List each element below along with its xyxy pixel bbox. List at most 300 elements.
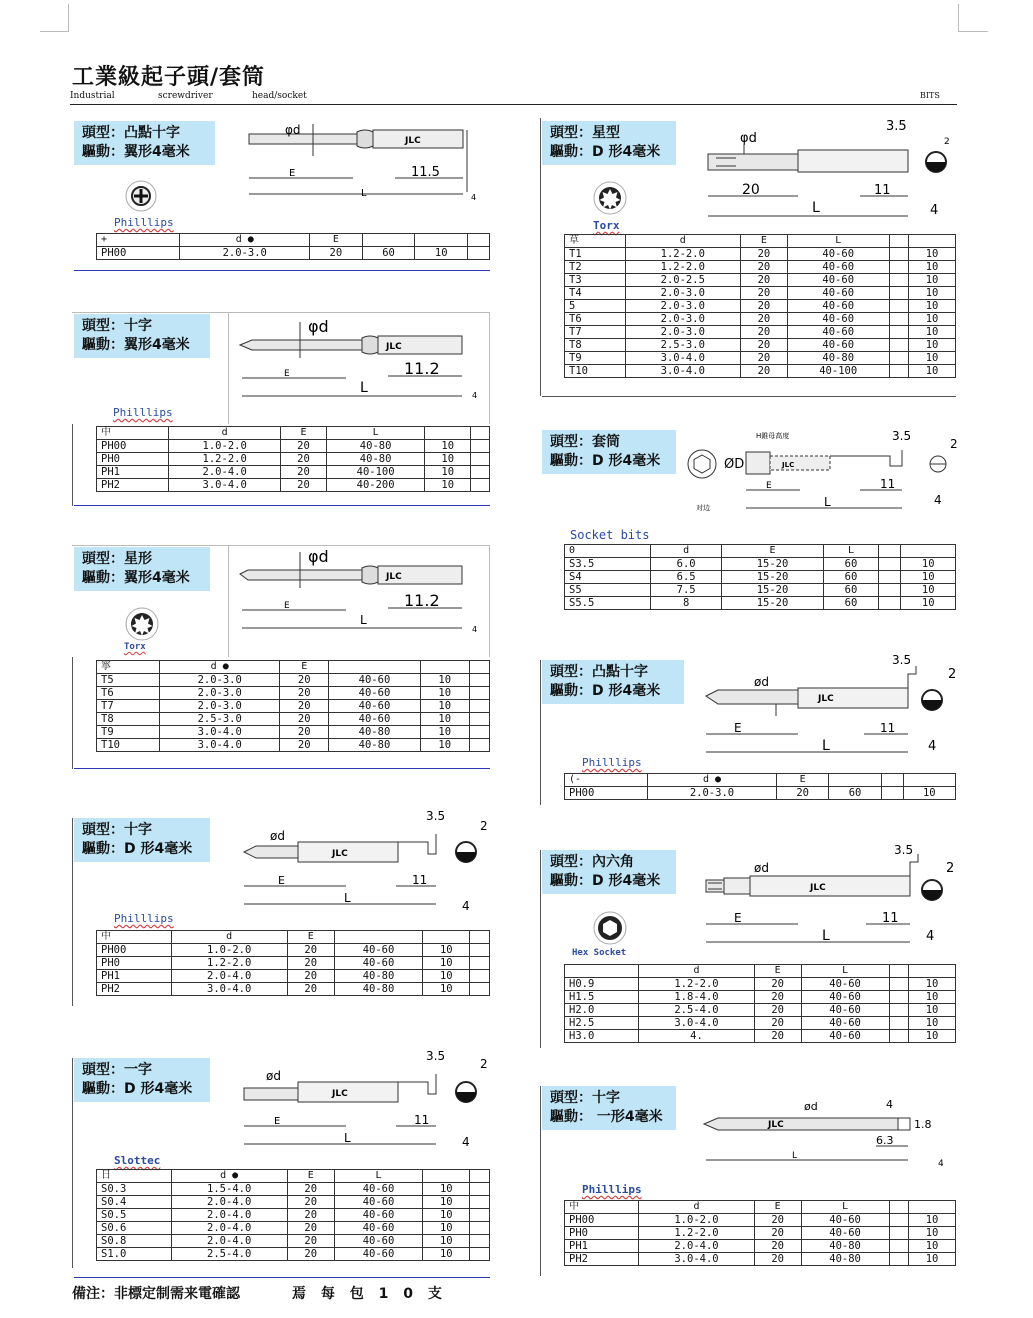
table-cell: 10 xyxy=(901,571,956,584)
table-cell: 20 xyxy=(280,687,329,700)
svg-text:E: E xyxy=(284,369,290,379)
svg-text:JLC: JLC xyxy=(768,1120,784,1130)
table-cell: 2.0-3.0 xyxy=(160,674,280,687)
table-cell: PH00 xyxy=(97,944,172,957)
table-cell: E xyxy=(721,545,823,558)
table-cell: 40-60 xyxy=(801,1227,889,1240)
section-label-s8: 頭型：凸點十字 驅動：D 形4毫米 xyxy=(542,660,684,704)
svg-text:φd: φd xyxy=(740,131,757,146)
table-cell: 20 xyxy=(287,1183,334,1196)
svg-text:4: 4 xyxy=(886,1098,893,1111)
bit-drawing-s8 xyxy=(700,650,960,758)
svg-text:JLC: JLC xyxy=(810,883,826,893)
table-cell xyxy=(362,234,415,247)
table-cell: 40-60 xyxy=(787,274,889,287)
table-cell: T8 xyxy=(97,713,160,726)
table-cell xyxy=(334,931,422,944)
table-cell xyxy=(889,1227,908,1240)
spec-table-s8 xyxy=(564,773,956,800)
svg-text:ød: ød xyxy=(270,829,285,843)
table-cell: 3.0-4.0 xyxy=(160,739,280,752)
table-cell: 3.0-4.0 xyxy=(169,479,281,492)
table-cell: 10 xyxy=(423,983,470,996)
table-cell: 40-60 xyxy=(334,1196,422,1209)
table-cell xyxy=(901,545,956,558)
table-cell: 10 xyxy=(425,453,471,466)
section-frame xyxy=(489,545,490,657)
table-row xyxy=(97,739,490,752)
section-label-s1: 頭型：凸點十字 驅動：翼形4毫米 xyxy=(74,121,215,165)
svg-text:3.5: 3.5 xyxy=(426,1049,446,1063)
crop-mark xyxy=(68,4,69,32)
table-cell: 1.0-2.0 xyxy=(171,944,287,957)
table-cell: H3.0 xyxy=(565,1030,639,1043)
table-cell: S0.4 xyxy=(97,1196,172,1209)
table-row xyxy=(97,674,490,687)
table-cell: 中 xyxy=(97,427,169,440)
svg-text:对边: 对边 xyxy=(696,504,710,512)
svg-text:ØD: ØD xyxy=(724,457,745,472)
table-cell xyxy=(909,1201,956,1214)
table-cell: 20 xyxy=(754,978,801,991)
table-cell: 1.0-2.0 xyxy=(639,1214,754,1227)
table-header-row xyxy=(565,235,956,248)
table-cell: 10 xyxy=(909,1240,956,1253)
table-cell xyxy=(889,991,908,1004)
spec-table-s6 xyxy=(564,234,956,378)
table-cell: T7 xyxy=(97,700,160,713)
table-cell: 2.0-3.0 xyxy=(625,287,740,300)
svg-text:JLC: JLC xyxy=(386,572,402,582)
table-cell: PH0 xyxy=(97,453,169,466)
table-row xyxy=(565,991,956,1004)
table-cell: 10 xyxy=(423,1222,470,1235)
table-cell: 40-60 xyxy=(329,674,421,687)
table-cell: 40-60 xyxy=(787,313,889,326)
table-cell: 20 xyxy=(287,983,334,996)
table-cell: 4. xyxy=(639,1030,754,1043)
hex-socket-icon xyxy=(592,910,628,946)
table-row xyxy=(97,1196,490,1209)
table-cell: 2.0-4.0 xyxy=(639,1240,754,1253)
table-cell: 15-20 xyxy=(721,558,823,571)
section-rule xyxy=(74,270,490,271)
svg-text:4: 4 xyxy=(462,899,470,913)
table-cell: 2.0-4.0 xyxy=(171,1222,287,1235)
table-row xyxy=(565,787,956,800)
section-frame xyxy=(540,660,541,805)
table-cell: 3.0-4.0 xyxy=(171,983,287,996)
table-row xyxy=(97,944,490,957)
table-cell: 20 xyxy=(287,1248,334,1261)
table-row xyxy=(565,1017,956,1030)
table-cell: 40-60 xyxy=(334,1209,422,1222)
svg-text:3.5: 3.5 xyxy=(426,809,446,823)
table-cell: 10 xyxy=(903,787,955,800)
table-cell: 20 xyxy=(280,700,329,713)
table-cell: 40-80 xyxy=(329,739,421,752)
table-cell: 60 xyxy=(824,571,879,584)
table-cell: 10 xyxy=(909,274,956,287)
table-header-row xyxy=(565,1201,956,1214)
table-cell: 40-80 xyxy=(801,1240,889,1253)
table-cell xyxy=(889,1214,908,1227)
section-frame xyxy=(72,312,490,313)
table-cell: S1.0 xyxy=(97,1248,172,1261)
table-cell: d ● xyxy=(171,1170,287,1183)
table-cell: PH2 xyxy=(565,1253,639,1266)
table-cell xyxy=(420,661,469,674)
table-cell: 6.0 xyxy=(651,558,721,571)
table-cell: 20 xyxy=(740,274,787,287)
table-cell xyxy=(469,687,489,700)
svg-text:3.5: 3.5 xyxy=(892,429,912,443)
table-cell: 20 xyxy=(281,453,327,466)
table-cell: S5.5 xyxy=(565,597,651,610)
table-cell: S0.3 xyxy=(97,1183,172,1196)
section-caption-s9: Hex Socket xyxy=(572,948,627,958)
table-row xyxy=(97,247,490,260)
table-row xyxy=(565,261,956,274)
table-cell: T5 xyxy=(97,674,160,687)
section-rule xyxy=(74,505,490,506)
table-cell: 10 xyxy=(909,1227,956,1240)
table-cell: 10 xyxy=(423,944,470,957)
header-rule xyxy=(70,104,957,105)
table-cell: 10 xyxy=(909,300,956,313)
svg-text:L: L xyxy=(822,738,830,754)
table-row xyxy=(97,726,490,739)
table-cell: 20 xyxy=(287,970,334,983)
table-row xyxy=(97,440,490,453)
table-cell xyxy=(889,235,908,248)
table-cell: 10 xyxy=(420,687,469,700)
table-cell: 40-100 xyxy=(326,466,425,479)
bit-drawing-s5 xyxy=(236,1046,491,1156)
table-cell xyxy=(889,352,908,365)
table-cell: 20 xyxy=(740,261,787,274)
svg-text:L: L xyxy=(344,1131,351,1145)
footer-pack: 焉 每 包 1 0 支 xyxy=(292,1286,447,1302)
table-row xyxy=(565,978,956,991)
section-frame xyxy=(228,312,229,424)
table-cell: E xyxy=(754,965,801,978)
table-cell xyxy=(469,739,489,752)
table-cell: 20 xyxy=(280,739,329,752)
table-cell: E xyxy=(310,234,363,247)
table-cell: T3 xyxy=(565,274,626,287)
bit-drawing-s3 xyxy=(236,548,481,640)
table-cell: 10 xyxy=(423,1183,470,1196)
svg-text:E: E xyxy=(284,601,290,611)
table-cell: 10 xyxy=(420,726,469,739)
footer-note: 備注：非標定制需来電確認 xyxy=(72,1286,240,1302)
table-cell: 2.0-4.0 xyxy=(171,1196,287,1209)
table-cell: 40-60 xyxy=(334,957,422,970)
table-cell: 1.8-4.0 xyxy=(639,991,754,1004)
section-rule xyxy=(74,1277,490,1278)
table-cell xyxy=(881,787,903,800)
table-cell: S0.5 xyxy=(97,1209,172,1222)
table-row xyxy=(565,352,956,365)
table-cell xyxy=(468,234,490,247)
table-cell: 20 xyxy=(740,248,787,261)
table-cell: E xyxy=(281,427,327,440)
table-cell: 20 xyxy=(280,713,329,726)
table-cell xyxy=(889,965,908,978)
table-cell: H1.5 xyxy=(565,991,639,1004)
table-cell xyxy=(425,427,471,440)
table-cell: S0.8 xyxy=(97,1235,172,1248)
section-label-s2: 頭型：十字 驅動：翼形4毫米 xyxy=(74,314,210,358)
table-cell: 10 xyxy=(425,440,471,453)
table-cell: 10 xyxy=(909,1214,956,1227)
table-row xyxy=(565,287,956,300)
table-row xyxy=(97,687,490,700)
table-cell: 3.0-4.0 xyxy=(625,365,740,378)
table-cell: 20 xyxy=(740,287,787,300)
bit-drawing-s6 xyxy=(700,114,955,222)
table-cell: 20 xyxy=(754,1227,801,1240)
section-frame xyxy=(228,545,229,657)
table-cell: d xyxy=(639,965,754,978)
spec-table-s4 xyxy=(96,930,490,996)
svg-text:2: 2 xyxy=(480,1057,488,1071)
section-frame xyxy=(72,424,73,506)
table-cell: 40-60 xyxy=(329,700,421,713)
table-cell: 寧 xyxy=(97,661,160,674)
table-cell xyxy=(889,248,908,261)
svg-text:11.2: 11.2 xyxy=(404,591,440,610)
page-title: 工業級起子頭/套筒 xyxy=(72,65,266,90)
svg-text:2: 2 xyxy=(944,137,950,147)
table-cell: 20 xyxy=(754,991,801,1004)
table-row xyxy=(565,339,956,352)
table-cell: 40-60 xyxy=(334,1248,422,1261)
section-caption-s4: Philllips xyxy=(114,912,174,925)
table-cell: 1.2-2.0 xyxy=(639,978,754,991)
table-cell xyxy=(878,545,901,558)
table-cell: 2.5-3.0 xyxy=(625,339,740,352)
table-cell: H0.9 xyxy=(565,978,639,991)
spec-table-s9 xyxy=(564,964,956,1043)
table-cell xyxy=(909,235,956,248)
table-cell: PH00 xyxy=(97,247,180,260)
svg-text:4: 4 xyxy=(472,625,478,634)
table-cell: d ● xyxy=(648,774,777,787)
subtitle-industrial: Industrial xyxy=(70,91,115,101)
table-cell: 20 xyxy=(281,466,327,479)
table-row xyxy=(565,326,956,339)
table-cell: 15-20 xyxy=(721,584,823,597)
table-cell: 10 xyxy=(420,739,469,752)
table-cell: T6 xyxy=(97,687,160,700)
table-cell: 20 xyxy=(740,352,787,365)
table-cell: 40-60 xyxy=(329,713,421,726)
table-row xyxy=(97,479,490,492)
table-cell xyxy=(889,261,908,274)
svg-text:L: L xyxy=(822,928,830,944)
table-cell: 5 xyxy=(565,300,626,313)
table-cell: 40-60 xyxy=(787,261,889,274)
svg-text:3.5: 3.5 xyxy=(886,119,907,134)
table-header-row xyxy=(97,1170,490,1183)
section-frame xyxy=(540,118,541,396)
section-caption-s1: Philllips xyxy=(114,216,174,229)
svg-text:11.2: 11.2 xyxy=(404,359,440,378)
svg-text:ød: ød xyxy=(754,861,769,875)
table-cell: 1.5-4.0 xyxy=(171,1183,287,1196)
table-cell: T2 xyxy=(565,261,626,274)
table-cell: 3.0-4.0 xyxy=(160,726,280,739)
spec-table-s2 xyxy=(96,426,490,492)
table-cell: 1.2-2.0 xyxy=(171,957,287,970)
table-cell xyxy=(889,339,908,352)
table-cell: 20 xyxy=(281,479,327,492)
table-cell xyxy=(470,957,490,970)
table-cell: 10 xyxy=(909,1030,956,1043)
table-row xyxy=(565,1030,956,1043)
svg-text:4: 4 xyxy=(934,493,942,507)
table-cell: 10 xyxy=(909,326,956,339)
table-cell: 40-60 xyxy=(801,1030,889,1043)
section-caption-s6: Torx xyxy=(593,219,620,232)
table-cell: PH00 xyxy=(97,440,169,453)
table-cell: 20 xyxy=(754,1030,801,1043)
table-cell: 20 xyxy=(740,365,787,378)
table-cell: 20 xyxy=(754,1240,801,1253)
svg-text:4: 4 xyxy=(472,391,478,400)
table-cell: 2.0-3.0 xyxy=(648,787,777,800)
table-cell xyxy=(889,287,908,300)
table-cell xyxy=(889,326,908,339)
table-cell: 7.5 xyxy=(651,584,721,597)
table-cell xyxy=(878,597,901,610)
svg-text:11: 11 xyxy=(882,911,899,926)
table-cell: PH2 xyxy=(97,479,169,492)
table-cell xyxy=(469,713,489,726)
table-cell: 40-60 xyxy=(787,326,889,339)
table-cell: 40-100 xyxy=(787,365,889,378)
table-cell: d xyxy=(171,931,287,944)
table-row xyxy=(565,1253,956,1266)
table-cell: E xyxy=(740,235,787,248)
section-label-s9: 頭型：內六角 驅動：D 形4毫米 xyxy=(542,850,676,894)
table-cell: L xyxy=(801,965,889,978)
table-row xyxy=(97,1248,490,1261)
svg-text:JLC: JLC xyxy=(818,694,834,704)
table-cell: 40-60 xyxy=(334,1222,422,1235)
table-cell: 2.5-4.0 xyxy=(639,1004,754,1017)
table-cell: 10 xyxy=(423,1196,470,1209)
svg-text:11.5: 11.5 xyxy=(411,165,440,180)
table-row xyxy=(565,313,956,326)
table-cell xyxy=(469,661,489,674)
table-cell: 20 xyxy=(754,1253,801,1266)
section-frame xyxy=(72,545,490,546)
table-cell: 40-60 xyxy=(801,1017,889,1030)
svg-text:H錐母高度: H錐母高度 xyxy=(756,432,790,440)
table-cell: 20 xyxy=(280,726,329,739)
table-cell: L xyxy=(787,235,889,248)
svg-text:4: 4 xyxy=(928,739,937,754)
svg-text:4: 4 xyxy=(926,929,935,944)
table-cell: d xyxy=(639,1201,754,1214)
svg-text:L: L xyxy=(360,613,367,627)
svg-text:11: 11 xyxy=(412,873,428,887)
table-cell xyxy=(889,1201,908,1214)
table-cell: 2.5-3.0 xyxy=(160,713,280,726)
table-cell: T10 xyxy=(565,365,626,378)
table-cell xyxy=(471,466,490,479)
bit-drawing-s7 xyxy=(680,428,960,516)
table-cell: d xyxy=(169,427,281,440)
table-cell: 3.0-4.0 xyxy=(639,1017,754,1030)
table-cell: E xyxy=(280,661,329,674)
table-cell: PH1 xyxy=(97,466,169,479)
section-frame xyxy=(72,818,73,1006)
table-cell xyxy=(889,365,908,378)
table-cell xyxy=(470,1183,490,1196)
table-row xyxy=(565,1240,956,1253)
table-row xyxy=(565,558,956,571)
table-cell: 10 xyxy=(909,1004,956,1017)
table-row xyxy=(97,983,490,996)
table-cell: 10 xyxy=(909,365,956,378)
crop-mark xyxy=(40,31,68,32)
table-row xyxy=(565,597,956,610)
table-cell xyxy=(471,427,490,440)
table-cell xyxy=(469,700,489,713)
table-cell: 20 xyxy=(287,1196,334,1209)
table-cell: 2.0-4.0 xyxy=(171,1209,287,1222)
svg-text:4: 4 xyxy=(462,1135,470,1149)
table-cell xyxy=(878,571,901,584)
table-cell: 40-60 xyxy=(334,944,422,957)
table-cell: 10 xyxy=(420,700,469,713)
phillips-icon xyxy=(124,179,158,213)
table-cell: E xyxy=(776,774,828,787)
svg-text:E: E xyxy=(289,168,296,179)
table-row xyxy=(565,1227,956,1240)
svg-text:JLC: JLC xyxy=(332,849,348,859)
svg-text:11: 11 xyxy=(874,183,891,198)
table-cell: 20 xyxy=(740,300,787,313)
table-cell: 20 xyxy=(280,674,329,687)
table-cell: 10 xyxy=(420,713,469,726)
bit-drawing-s2 xyxy=(236,316,481,408)
table-cell xyxy=(329,661,421,674)
table-cell: 6.5 xyxy=(651,571,721,584)
section-frame xyxy=(72,1058,73,1268)
table-row xyxy=(565,1214,956,1227)
svg-text:6.3: 6.3 xyxy=(876,1134,894,1147)
table-header-row xyxy=(97,661,490,674)
table-cell: PH00 xyxy=(565,787,648,800)
table-cell: PH0 xyxy=(97,957,172,970)
table-cell: 10 xyxy=(425,466,471,479)
table-cell xyxy=(469,726,489,739)
table-cell: PH00 xyxy=(565,1214,639,1227)
section-rule xyxy=(542,396,956,397)
table-cell: 40-200 xyxy=(326,479,425,492)
svg-text:φd: φd xyxy=(308,317,329,336)
table-cell: 40-80 xyxy=(326,440,425,453)
table-cell: PH1 xyxy=(97,970,172,983)
table-cell: 1.2-2.0 xyxy=(169,453,281,466)
table-cell: 草 xyxy=(565,235,626,248)
table-row xyxy=(565,365,956,378)
